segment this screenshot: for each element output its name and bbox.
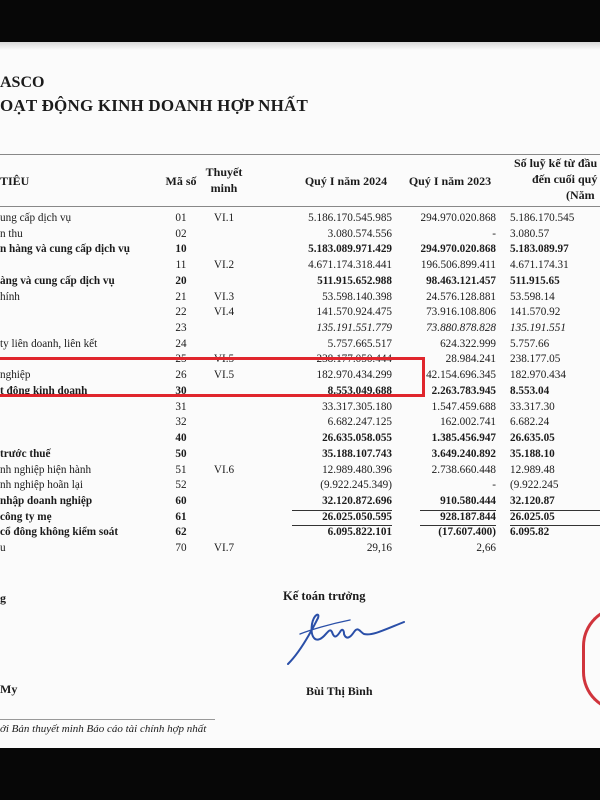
row-label: n thu xyxy=(0,227,23,240)
row-label: ty liên doanh, liên kết xyxy=(0,337,98,350)
subtotal-rule xyxy=(420,510,496,511)
col-header-cum-1: Số luỹ kế từ đầu xyxy=(514,156,598,170)
row-code: 24 xyxy=(175,337,187,350)
row-code: 10 xyxy=(175,243,187,256)
table-row xyxy=(0,416,600,432)
col-header-cum-2: đến cuối quý xyxy=(532,172,598,186)
row-label: trước thuế xyxy=(0,447,51,460)
row-value-q1-2024: 511.915.652.988 xyxy=(317,274,392,287)
row-code: 11 xyxy=(175,259,187,272)
row-value-q1-2023: 294.970.020.868 xyxy=(420,243,496,256)
row-value-cumulative: 4.671.174.31 xyxy=(510,259,569,272)
row-label: t động kinh doanh xyxy=(0,384,88,397)
row-value-cumulative: 238.177.05 xyxy=(510,353,561,366)
table-row xyxy=(0,291,600,307)
row-label: ung cấp dịch vụ xyxy=(0,212,72,224)
row-value-cumulative: 5.183.089.97 xyxy=(510,243,569,256)
row-note: VI.1 xyxy=(213,212,235,224)
col-header-code: Mã số xyxy=(165,174,197,188)
row-value-q1-2024: 5.757.665.517 xyxy=(327,337,392,350)
subtotal-rule xyxy=(292,525,392,526)
row-label: u xyxy=(0,542,6,555)
col-header-note-1: Thuyết xyxy=(205,165,243,179)
col-header-q1-2024: Quý I năm 2024 xyxy=(304,174,388,188)
row-code: 32 xyxy=(175,416,187,429)
row-value-cumulative: 6.682.24 xyxy=(510,416,550,429)
row-value-q1-2024: 5.186.170.545.985 xyxy=(308,212,392,224)
row-note: VI.5 xyxy=(213,353,235,366)
row-value-q1-2023: - xyxy=(492,479,496,492)
row-value-q1-2023: 910.580.444 xyxy=(440,494,496,507)
subtotal-rule xyxy=(510,525,600,526)
row-code: 02 xyxy=(175,227,187,240)
row-value-q1-2023: 1.547.459.688 xyxy=(431,400,496,413)
row-value-cumulative: 32.120.87 xyxy=(510,494,555,507)
row-value-cumulative: 135.191.551 xyxy=(510,322,566,335)
row-value-cumulative: 35.188.10 xyxy=(510,447,555,460)
row-value-cumulative: 511.915.65 xyxy=(510,274,560,287)
row-value-q1-2024: 29,16 xyxy=(366,542,392,555)
accountant-name: Bùi Thị Bình xyxy=(306,684,373,698)
table-row xyxy=(0,432,600,448)
report-title: OẠT ĐỘNG KINH DOANH HỢP NHẤT xyxy=(0,96,309,115)
col-header-cum-3: (Năm xyxy=(566,188,595,202)
row-code: 52 xyxy=(175,479,187,492)
row-value-q1-2024: 33.317.305.180 xyxy=(322,400,392,413)
footnote-rule xyxy=(0,719,215,720)
row-value-q1-2024: 182.970.434.299 xyxy=(316,369,392,382)
row-value-q1-2023: 28.984.241 xyxy=(445,353,496,366)
row-label: công ty mẹ xyxy=(0,510,52,523)
row-label: àng và cung cấp dịch vụ xyxy=(0,274,115,287)
row-code: 25 xyxy=(175,353,187,366)
row-value-q1-2024: 4.671.174.318.441 xyxy=(308,259,392,272)
row-value-q1-2024: 6.682.247.125 xyxy=(327,416,392,429)
table-row xyxy=(0,212,600,228)
row-label: n hàng và cung cấp dịch vụ xyxy=(0,243,130,256)
accountant-title: Kế toán trưởng xyxy=(283,589,366,603)
row-value-cumulative: 6.095.82 xyxy=(510,526,550,539)
row-value-cumulative: 3.080.57 xyxy=(510,227,550,240)
table-row xyxy=(0,401,600,417)
row-code: 22 xyxy=(175,306,187,319)
row-label: cổ đông không kiểm soát xyxy=(0,526,119,539)
row-label: nhập doanh nghiệp xyxy=(0,494,93,507)
col-header-q1-2023: Quý I năm 2023 xyxy=(408,174,492,188)
company-stamp xyxy=(582,606,600,712)
row-value-cumulative: 53.598.14 xyxy=(510,290,555,303)
row-value-q1-2023: 98.463.121.457 xyxy=(426,274,496,287)
company-name: ASCO xyxy=(0,74,45,91)
row-value-cumulative: 26.635.05 xyxy=(510,432,555,445)
row-value-cumulative: 12.989.48 xyxy=(510,463,555,476)
row-value-q1-2023: 2.738.660.448 xyxy=(431,463,496,476)
row-label: nh nghiệp hoãn lại xyxy=(0,479,83,492)
row-value-cumulative: 182.970.434 xyxy=(510,369,566,382)
row-value-q1-2023: 3.649.240.892 xyxy=(431,447,496,460)
row-value-cumulative: 5.186.170.545 xyxy=(510,212,575,224)
subtotal-rule xyxy=(420,525,496,526)
table-row xyxy=(0,511,600,527)
row-code: 50 xyxy=(175,447,187,460)
row-label: nh nghiệp hiện hành xyxy=(0,463,92,476)
table-row xyxy=(0,306,600,322)
table-row xyxy=(0,479,600,495)
table-row xyxy=(0,526,600,542)
left-signer-title: g xyxy=(0,591,6,605)
table-row xyxy=(0,275,600,291)
table-row xyxy=(0,228,600,244)
row-value-q1-2024: 8.553.049.688 xyxy=(327,384,392,397)
row-value-q1-2024: 53.598.140.398 xyxy=(322,290,392,303)
row-value-cumulative: 8.553.04 xyxy=(510,384,550,397)
row-value-q1-2024: 26.635.058.055 xyxy=(322,432,392,445)
row-value-q1-2023: 73.916.108.806 xyxy=(426,306,496,319)
row-code: 31 xyxy=(175,400,187,413)
row-note: VI.2 xyxy=(213,259,235,272)
table-row xyxy=(0,542,600,558)
table-row xyxy=(0,322,600,338)
subtotal-rule xyxy=(510,510,600,511)
row-value-q1-2023: 2.263.783.945 xyxy=(431,384,496,397)
row-value-q1-2024: 35.188.107.743 xyxy=(322,447,392,460)
row-value-q1-2024: 5.183.089.971.429 xyxy=(308,243,392,256)
row-value-q1-2023: (17.607.400) xyxy=(438,526,496,539)
row-label: nghiệp xyxy=(0,369,31,382)
table-row xyxy=(0,448,600,464)
row-code: 26 xyxy=(175,369,187,382)
document-page xyxy=(0,42,600,748)
row-value-q1-2023: 42.154.696.345 xyxy=(426,369,496,382)
table-row xyxy=(0,495,600,511)
subtotal-rule xyxy=(292,510,392,511)
left-signer-name: My xyxy=(0,682,18,696)
row-note: VI.7 xyxy=(213,542,235,555)
row-value-q1-2024: 238.177.050.444 xyxy=(316,353,392,366)
row-code: 23 xyxy=(175,322,187,335)
row-code: 60 xyxy=(175,494,187,507)
row-value-q1-2023: 24.576.128.881 xyxy=(426,290,496,303)
row-code: 61 xyxy=(175,510,187,523)
header-bottom-rule xyxy=(0,206,600,207)
col-header-note-2: minh xyxy=(210,181,238,195)
row-value-q1-2024: 6.095.822.101 xyxy=(327,526,392,539)
row-value-cumulative: 141.570.92 xyxy=(510,306,561,319)
signature-image xyxy=(280,604,430,674)
row-code: 20 xyxy=(175,274,187,287)
table-row xyxy=(0,464,600,480)
row-value-q1-2023: 1.385.456.947 xyxy=(431,432,496,445)
row-value-q1-2023: 624.322.999 xyxy=(440,337,496,350)
row-label: hính xyxy=(0,290,20,303)
row-code: 21 xyxy=(175,290,187,303)
row-note: VI.3 xyxy=(213,290,235,303)
col-header-item: TIÊU xyxy=(0,174,30,188)
row-value-q1-2023: 162.002.741 xyxy=(440,416,496,429)
row-value-q1-2024: (9.922.245.349) xyxy=(320,479,392,492)
row-value-cumulative: 5.757.66 xyxy=(510,337,550,350)
row-code: 51 xyxy=(175,463,187,476)
row-value-q1-2024: 141.570.924.475 xyxy=(316,306,392,319)
row-value-q1-2023: 73.880.878.828 xyxy=(426,322,496,335)
row-value-q1-2023: 2,66 xyxy=(476,542,496,555)
row-value-q1-2024: 135.191.551.779 xyxy=(316,322,392,335)
row-value-q1-2023: 928.187.844 xyxy=(440,510,496,523)
footnote: ới Bản thuyết minh Báo cáo tài chính hợp nhất xyxy=(0,723,207,735)
table-row xyxy=(0,338,600,354)
row-code: 70 xyxy=(175,542,187,555)
table-top-rule xyxy=(0,154,600,155)
row-code: 62 xyxy=(175,526,187,539)
table-row xyxy=(0,243,600,259)
row-value-q1-2023: 294.970.020.868 xyxy=(420,212,496,224)
row-code: 01 xyxy=(175,212,187,224)
highlight-box xyxy=(0,357,425,397)
row-value-q1-2023: - xyxy=(492,227,496,240)
row-value-cumulative: (9.922.245 xyxy=(510,479,559,492)
row-code: 30 xyxy=(175,384,187,397)
row-value-q1-2024: 3.080.574.556 xyxy=(327,227,392,240)
row-value-q1-2024: 32.120.872.696 xyxy=(322,494,392,507)
row-code: 40 xyxy=(175,432,187,445)
row-value-q1-2023: 196.506.899.411 xyxy=(420,259,496,272)
row-note: VI.6 xyxy=(213,463,235,476)
row-note: VI.5 xyxy=(213,369,235,382)
row-note: VI.4 xyxy=(213,306,235,319)
table-row xyxy=(0,259,600,275)
row-value-cumulative: 33.317.30 xyxy=(510,400,555,413)
row-value-q1-2024: 12.989.480.396 xyxy=(322,463,392,476)
row-value-cumulative: 26.025.05 xyxy=(510,510,555,523)
row-value-q1-2024: 26.025.050.595 xyxy=(322,510,392,523)
